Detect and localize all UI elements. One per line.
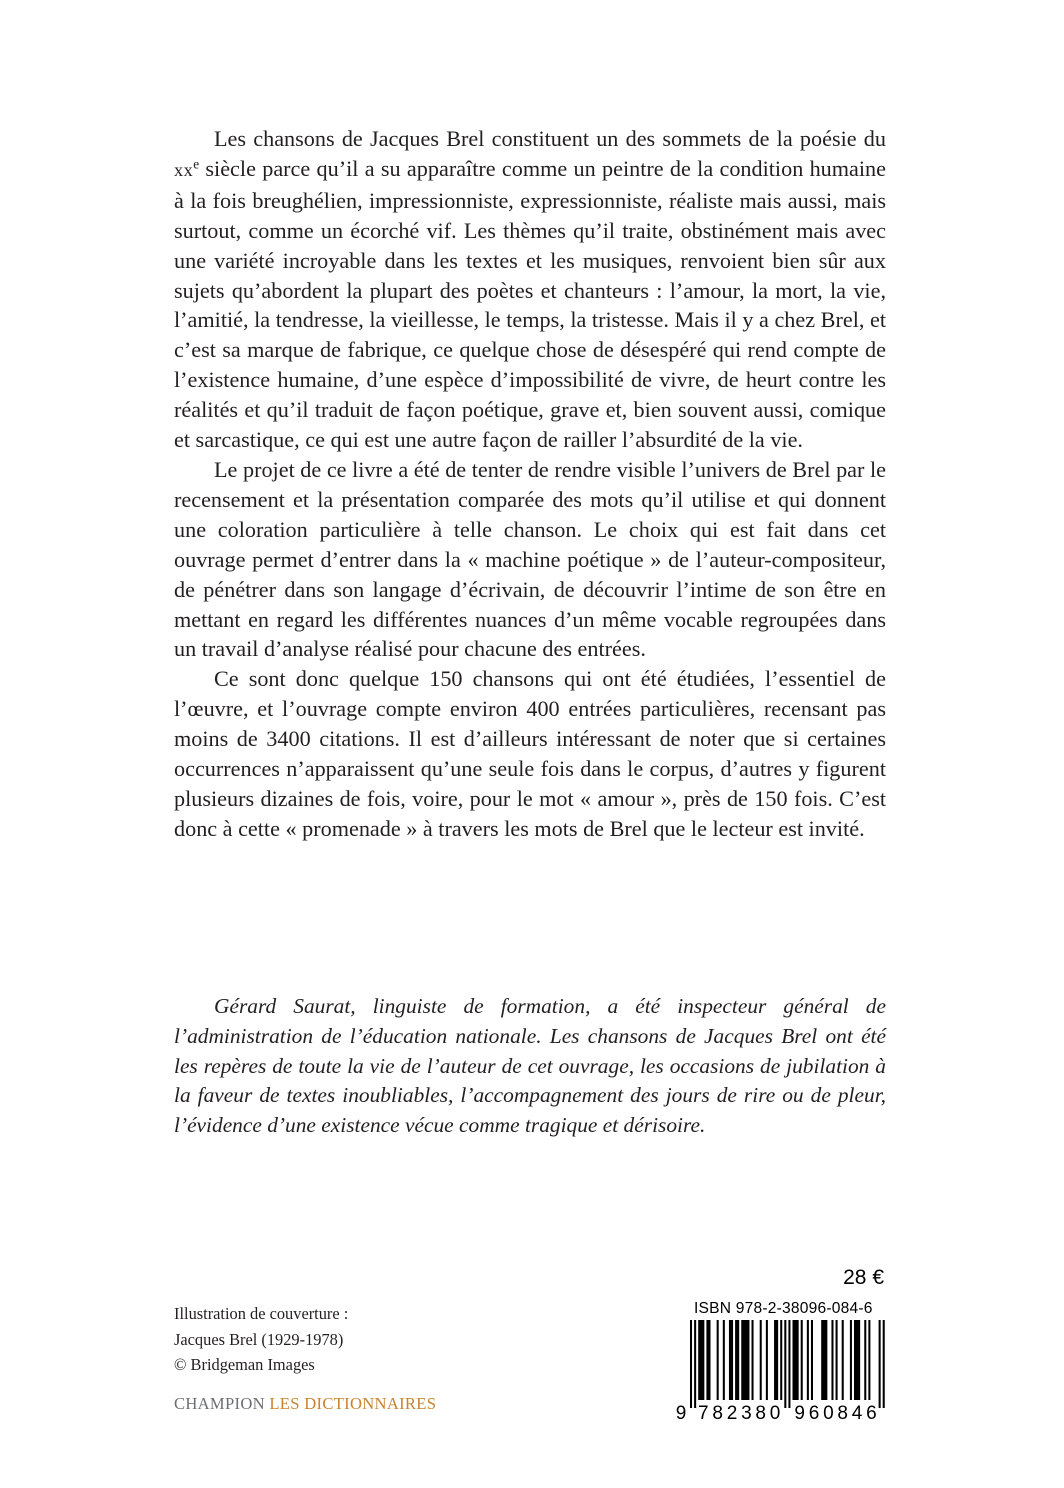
barcode-bar <box>879 1320 881 1408</box>
barcode-bar <box>723 1320 725 1400</box>
barcode-digit: 0 <box>769 1403 781 1420</box>
publisher-logo <box>174 1394 436 1414</box>
barcode-digits <box>676 1403 877 1420</box>
barcode-bar <box>883 1320 885 1408</box>
barcode-digit: 0 <box>823 1403 834 1420</box>
barcode-digit: 6 <box>808 1403 820 1420</box>
p1-after-century: siècle parce qu’il a su apparaître comme un peintre de la condition humaine à la fois breughélien, impressionniste, expressionniste, réaliste mais aussi, mais surtout, comme un écorché vif. Les thèmes qu’il traite, obstinément mais avec une variété incroyable dans les textes et les musiques, renvoient bien sûr aux sujets qu’abordent la plupart des poètes et chanteurs : l’amour, la mort, la vie, l’amitié, la tendresse, la vieillesse, le temps, la tristesse. Mais il y a chez Brel, et c’est sa marque de fabrique, ce quelque chose de désespéré qui rend compte de l’existence humaine, d’une espèce d’impossibilité de vivre, de heurt contre les réalités et qu’il traduit de façon poétique, grave et, bien souvent aussi, comique et sarcastique, ce qui est une autre façon de railler l’absurdité de la vie. <box>174 155 886 453</box>
barcode-bar <box>760 1320 762 1400</box>
credit-line-3: © Bridgeman Images <box>174 1355 315 1374</box>
barcode-bar <box>735 1320 739 1400</box>
main-text <box>174 124 886 844</box>
barcode-bar <box>807 1320 809 1400</box>
barcode-bar <box>793 1320 799 1400</box>
paragraph-3: Ce sont donc quelque 150 chansons qui ont été étudiées, l’essentiel de l’œuvre, et l’ouvrage compte environ 400 entrées particulières, recensant pas moins de 3400 citations. Il est d’ailleurs intéressant de noter que si certaines occurrences n’apparaissent qu’une seule fois dans le corpus, d’autres y figurent plusieurs dizaines de fois, voire, pour le mot « amour », près de 150 fois. C’est donc à cette « promenade » à travers les mots de Brel que le lecteur est invité. <box>174 666 886 841</box>
barcode-digit: 8 <box>712 1403 723 1420</box>
barcode-bar <box>717 1320 719 1400</box>
barcode-bar <box>788 1320 790 1408</box>
barcode-bar <box>864 1320 866 1400</box>
barcode-bar <box>698 1320 704 1400</box>
barcode-digit: 3 <box>741 1403 752 1420</box>
paragraph-2: Le projet de ce livre a été de tenter de rendre visible l’univers de Brel par le recensement et la présentation comparée des mots qu’il utilise et qui donnent une coloration particulière à telle chanson. Le choix qui est fait dans cet ouvrage permet d’entrer dans la « machine poétique » de l’auteur-compositeur, de pénétrer dans son langage d’écrivain, de découvrir l’intime de son être en mettant en regard les différentes nuances d’un même vocable regroupées dans un travail d’analyse réalisé pour chacune des entrées. <box>174 456 886 662</box>
barcode-bar <box>706 1320 710 1400</box>
barcode-bar <box>766 1320 768 1400</box>
barcode-bar <box>854 1320 860 1400</box>
credit-line-2: Jacques Brel (1929-1978) <box>174 1329 344 1349</box>
century-numeral: xx <box>174 159 194 180</box>
barcode-digit: 8 <box>837 1403 849 1420</box>
publisher-imprint: CHAMPION <box>174 1394 265 1413</box>
barcode <box>674 1320 888 1420</box>
barcode-bar <box>801 1320 803 1400</box>
barcode-bar <box>752 1320 754 1400</box>
barcode-bar <box>774 1320 778 1400</box>
price: 28 € <box>843 1266 884 1289</box>
barcode-bar <box>831 1320 833 1400</box>
barcode-digit: 9 <box>675 1403 687 1420</box>
barcode-digit: 4 <box>851 1403 863 1420</box>
barcode-digit: 8 <box>755 1403 767 1420</box>
barcode-bar <box>784 1320 786 1408</box>
cover-credits <box>174 1301 348 1378</box>
barcode-digit: 6 <box>866 1403 877 1420</box>
paragraph-1 <box>174 124 886 455</box>
barcode-digit: 9 <box>794 1403 805 1420</box>
barcode-bar <box>842 1320 844 1400</box>
barcode-bar <box>850 1320 852 1400</box>
barcode-bar <box>811 1320 813 1400</box>
barcode-digit: 7 <box>698 1403 709 1420</box>
barcode-bars <box>690 1320 885 1408</box>
barcode-bar <box>694 1320 696 1408</box>
p1-before-century: Les chansons de Jacques Brel constituent un des sommets de la poésie du <box>214 126 886 151</box>
publisher-collection: LES DICTIONNAIRES <box>269 1394 437 1413</box>
century-suffix: e <box>193 156 200 172</box>
author-bio: Gérard Saurat, linguiste de formation, a été inspecteur général de l’administration de l’éducation nationale. Les chansons de Jacques Brel ont été les repères de toute la vie de l’auteur de cet ouvrage, les occasions de jubilation à la faveur de textes inoubliables, l’accompagnement des jours de rire ou de pleur, l’évidence d’une existence vécue comme tragique et dérisoire. <box>174 994 886 1138</box>
barcode-bar <box>868 1320 870 1400</box>
barcode-bar <box>690 1320 692 1408</box>
barcode-bar <box>729 1320 733 1400</box>
barcode-bar <box>780 1320 782 1400</box>
barcode-bar <box>836 1320 838 1400</box>
barcode-digit: 2 <box>726 1403 738 1420</box>
credit-line-1: Illustration de couverture : <box>174 1304 349 1323</box>
isbn-label: ISBN 978-2-38096-084-6 <box>694 1300 873 1317</box>
barcode-bar <box>741 1320 749 1400</box>
barcode-bar <box>821 1320 827 1400</box>
